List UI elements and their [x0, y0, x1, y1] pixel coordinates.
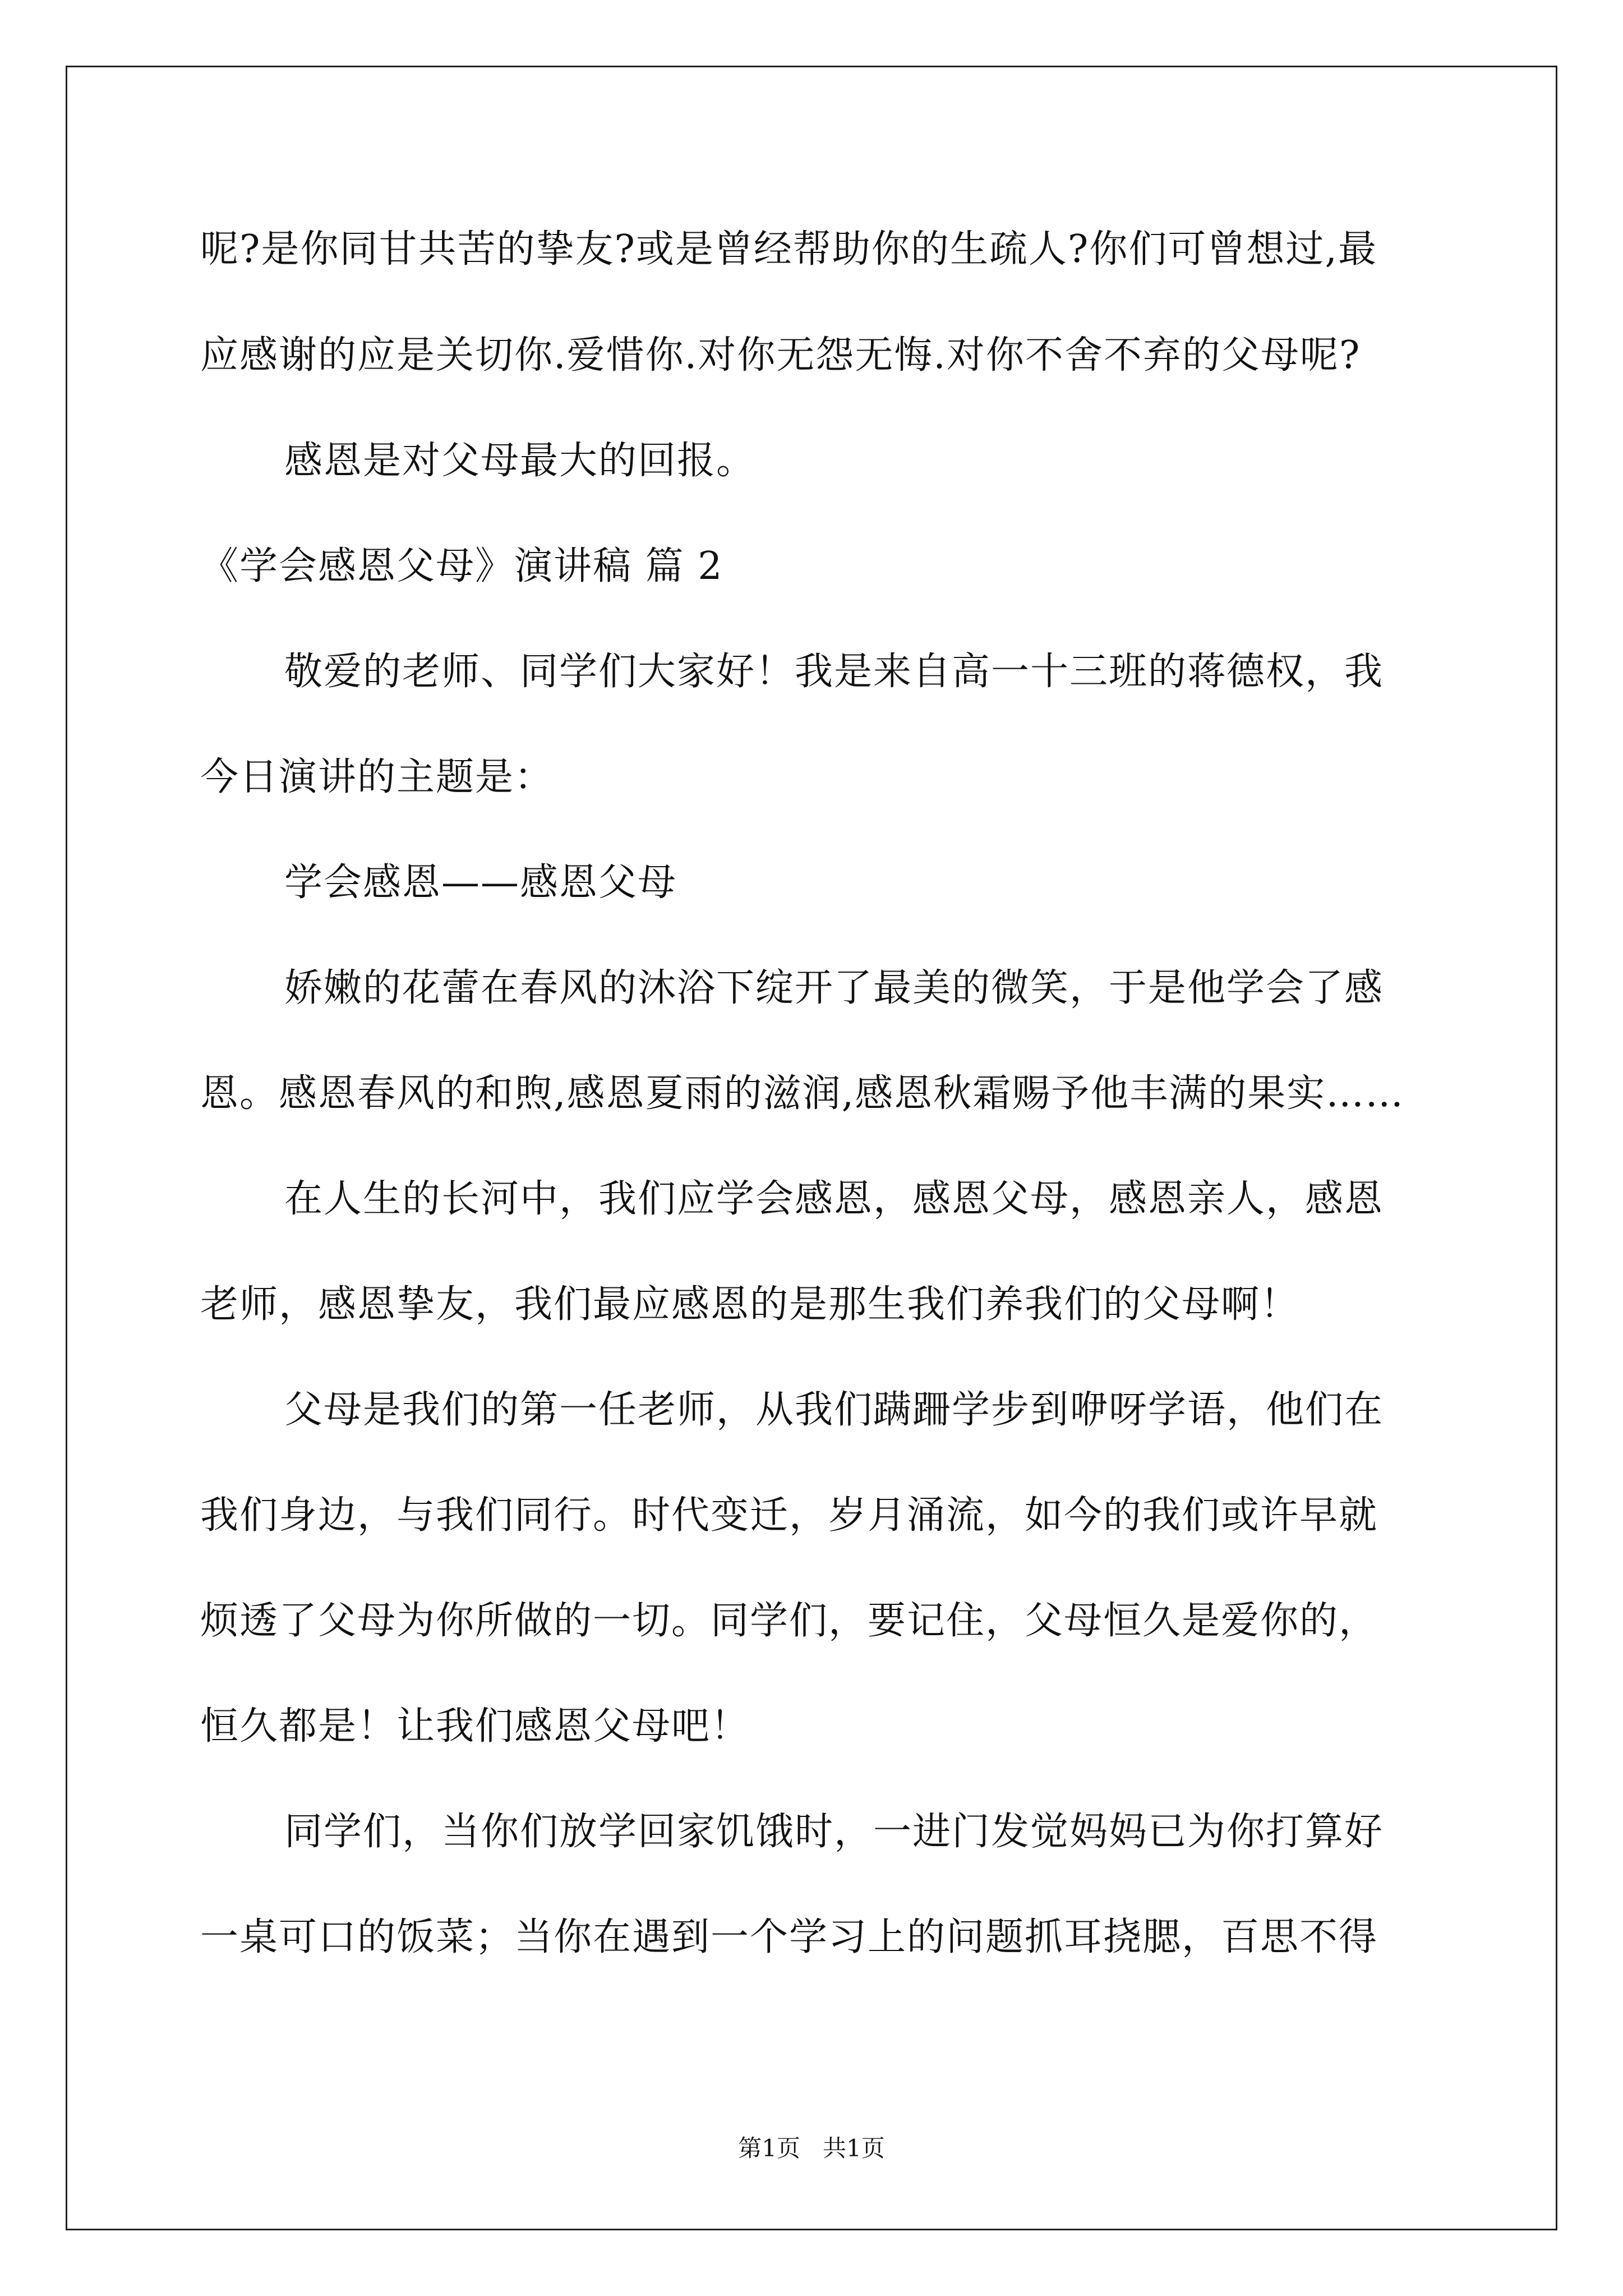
- text-line: 我们身边，与我们同行。时代变迁，岁月涌流，如今的我们或许早就: [200, 1493, 1378, 1538]
- text-line: 同学们，当你们放学回家饥饿时，一进门发觉妈妈已为你打算好: [284, 1810, 1384, 1854]
- page-footer: 第1页 共1页: [738, 2134, 885, 2162]
- text-line: 老师，感恩挚友，我们最应感恩的是那生我们养我们的父母啊！: [200, 1282, 1300, 1327]
- section-heading: 《学会感恩父母》演讲稿 篇 2: [200, 544, 723, 588]
- text-line: 在人生的长河中，我们应学会感恩，感恩父母，感恩亲人，感恩: [284, 1177, 1384, 1221]
- text-line: 娇嫩的花蕾在春风的沐浴下绽开了最美的微笑，于是他学会了感: [284, 966, 1384, 1010]
- text-line: 应感谢的应是关切你.爱惜你.对你无怨无悔.对你不舍不弃的父母呢?: [200, 333, 1361, 378]
- text-line: 学会感恩——感恩父母: [284, 861, 677, 905]
- text-line: 感恩是对父母最大的回报。: [284, 439, 756, 483]
- text-line: 今日演讲的主题是：: [200, 755, 554, 799]
- text-line: 呢?是你同甘共苦的挚友?或是曾经帮助你的生疏人?你们可曾想过,最: [200, 227, 1377, 272]
- text-line: 恩。感恩春风的和煦,感恩夏雨的滋润,感恩秋霜赐予他丰满的果实……: [200, 1071, 1405, 1116]
- text-line: 烦透了父母为你所做的一切。同学们，要记住，父母恒久是爱你的，: [200, 1599, 1378, 1643]
- text-line: 恒久都是！让我们感恩父母吧！: [200, 1704, 750, 1749]
- page-border: [66, 66, 1557, 2230]
- text-line: 敬爱的老师、同学们大家好！我是来自高一十三班的蒋德权，我: [284, 650, 1384, 694]
- text-line: 父母是我们的第一任老师，从我们蹒跚学步到咿呀学语，他们在: [284, 1388, 1384, 1432]
- text-line: 一桌可口的饭菜；当你在遇到一个学习上的问题抓耳挠腮，百思不得: [200, 1915, 1378, 1959]
